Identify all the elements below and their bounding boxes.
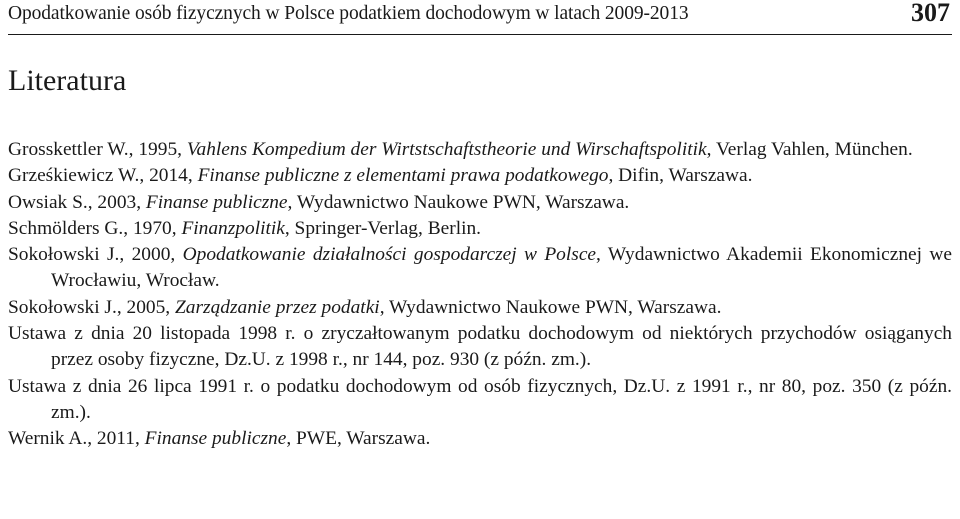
reference-publisher: , Wydawnictwo Akademii Ekonomicznej we Wrocławiu, Wrocław. [51,244,953,292]
reference-year: , 1970, [123,217,182,239]
reference-publisher: , Springer-Verlag, Berlin. [284,217,482,239]
reference-title: Vahlens Kompedium der Wirtstschaftstheorie und Wirschaftspolitik [186,139,707,160]
reference-title: Zarządzanie przez podatki [175,296,380,318]
reference-item-statute: Ustawa z dnia 26 lipca 1991 r. o podatku dochodowym od osób fizycznych, Dz.U. z 1991 r., nr 80, poz. 350 (z późn. zm.). [8,375,952,423]
reference-item [8,190,952,216]
reference-item [8,216,952,242]
reference-title: Finanzpolitik [181,217,285,239]
reference-publisher: , Difin, Warszawa. [608,165,753,187]
running-header [8,0,952,35]
reference-publisher: , PWE, Warszawa. [286,428,431,450]
reference-author: Owsiak S. [8,191,88,213]
reference-item [8,137,952,163]
reference-item [8,163,952,189]
reference-publisher: , Verlag Vahlen, München. [706,139,913,160]
reference-item [8,242,952,295]
reference-author: Grosskettler W. [8,139,129,160]
reference-list [8,137,952,453]
reference-year: , 2003, [87,191,146,213]
reference-title: Finanse publiczne [144,428,287,450]
reference-title: Opodatkowanie działalności gospodarczej w Polsce [182,244,597,266]
reference-year: , 2011, [87,428,145,450]
section-heading: Literatura [8,64,127,97]
reference-year: , 2014, [139,165,198,187]
reference-item-statute: Ustawa z dnia 20 listopada 1998 r. o zryczałtowanym podatku dochodowym od niektórych przychodów osiąganych przez osoby fizyczne, Dz.U. z 1998 r., nr 144, poz. 930 (z późn. zm.). [8,323,952,371]
reference-author: Sokołowski J. [8,244,120,266]
running-title: Opodatkowanie osób fizycznych w Polsce podatkiem dochodowym w latach 2009-2013 [8,3,689,24]
page-number: 307 [911,0,950,27]
reference-author: Grześkiewicz W. [8,165,140,187]
reference-year: , 2000, [119,244,183,266]
reference-title: Finanse publiczne [145,191,288,213]
reference-author: Sokołowski J. [8,296,117,318]
reference-year: , 2005, [116,296,175,318]
reference-author: Schmölders G. [8,217,124,239]
reference-title: Finanse publiczne z elementami prawa podatkowego [197,165,609,187]
reference-publisher: , Wydawnictwo Naukowe PWN, Warszawa. [379,296,722,318]
reference-item [8,295,952,321]
reference-year: , 1995, [128,139,187,160]
reference-author: Wernik A. [8,428,88,450]
reference-item [8,426,952,452]
reference-publisher: , Wydawnictwo Naukowe PWN, Warszawa. [287,191,630,213]
